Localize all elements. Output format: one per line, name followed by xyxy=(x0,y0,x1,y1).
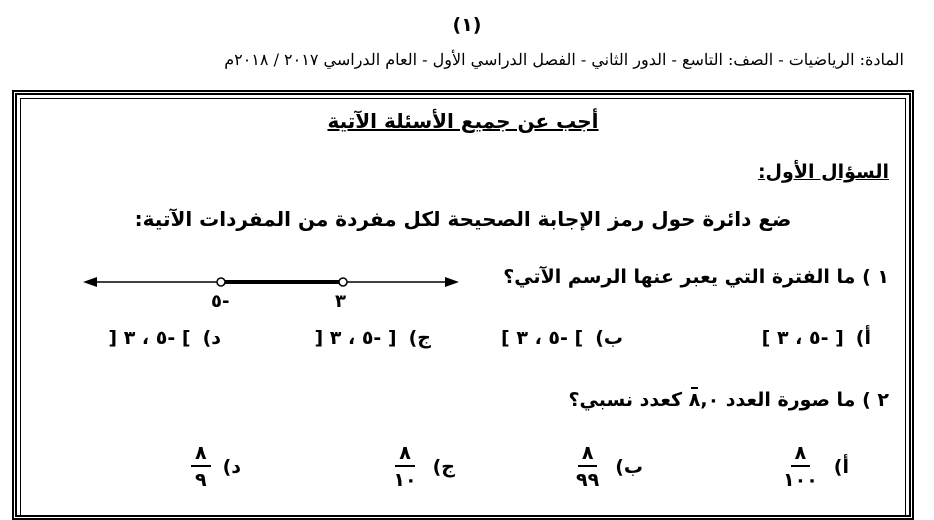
exam-inner-frame xyxy=(20,98,906,515)
fraction-denominator: ١٠٠ xyxy=(783,469,818,491)
exam-frame xyxy=(12,90,914,520)
number-line-left-endpoint xyxy=(217,278,225,286)
choice-letter: ب) xyxy=(615,456,643,478)
choice-value: [ -٥ ، ٣ ] xyxy=(761,327,844,349)
repeat-bar xyxy=(691,387,699,389)
item1-choice-d[interactable] xyxy=(108,327,221,349)
item2-question xyxy=(569,389,889,411)
choice-letter: د) xyxy=(202,327,221,349)
choice-letter: أ) xyxy=(833,456,849,478)
item2-number-int: ٠, xyxy=(700,389,720,411)
choice-value: ] -٥ ، ٣ [ xyxy=(108,327,191,349)
choice-value: ] -٥ ، ٣ ] xyxy=(501,327,584,349)
item2-number-repeat xyxy=(689,389,701,411)
fraction-numerator: ٨ xyxy=(395,441,415,467)
number-line-left-label: ٥- xyxy=(211,291,230,312)
page-title-text: أجب عن جميع الأسئلة الآتية xyxy=(327,109,599,133)
item2-choice-b[interactable] xyxy=(572,441,643,493)
fraction-denominator: ٩٩ xyxy=(576,469,600,491)
fraction xyxy=(779,441,822,493)
number-line-left-arrow xyxy=(83,277,97,287)
page-number: (١) xyxy=(452,14,482,36)
item2-text-before: ما صورة العدد xyxy=(725,389,856,411)
number-line xyxy=(81,267,461,297)
item1-choice-a[interactable] xyxy=(762,327,871,349)
number-line-right-arrow xyxy=(445,277,459,287)
number-line-right-endpoint xyxy=(339,278,347,286)
item1-choice-c[interactable] xyxy=(314,327,431,349)
fraction xyxy=(191,441,211,493)
item1-question xyxy=(503,266,889,288)
item1-choice-b[interactable] xyxy=(501,327,623,349)
fraction xyxy=(572,441,603,493)
choice-letter: ب) xyxy=(595,327,623,349)
item2-repeating-decimal xyxy=(689,389,719,411)
question-heading: السؤال الأول: xyxy=(757,161,889,183)
exam-info-line: المادة: الرياضيات - الصف: التاسع - الدور الثاني - الفصل الدراسي الأول - العام الدراسي ٢٠١٧ / ٢٠١٨م xyxy=(224,50,904,69)
item1-number: ١ ) xyxy=(862,266,889,288)
item2-text-after: كعدد نسبي؟ xyxy=(568,389,683,411)
page-title xyxy=(21,109,905,133)
item2-choice-c[interactable] xyxy=(389,441,455,493)
item2-number: ٢ ) xyxy=(862,389,889,411)
item2-choice-d[interactable] xyxy=(191,441,241,493)
choice-letter: ج) xyxy=(408,327,431,349)
fraction-numerator: ٨ xyxy=(791,441,811,467)
choice-value: [ -٥ ، ٣ [ xyxy=(314,327,397,349)
instruction-text: ضع دائرة حول رمز الإجابة الصحيحة لكل مفردة من المفردات الآتية: xyxy=(134,207,792,231)
number-line-right-label: ٣ xyxy=(335,291,346,312)
item1-text: ما الفترة التي يعبر عنها الرسم الآتي؟ xyxy=(503,266,856,288)
fraction-denominator: ٩ xyxy=(194,469,207,491)
fraction-numerator: ٨ xyxy=(578,441,598,467)
choice-letter: أ) xyxy=(855,327,871,349)
choice-letter: د) xyxy=(222,456,241,478)
fraction xyxy=(389,441,420,493)
item2-choice-a[interactable] xyxy=(779,441,849,493)
fraction-numerator: ٨ xyxy=(191,441,211,467)
choice-letter: ج) xyxy=(432,456,455,478)
item2-number-rep: ٨ xyxy=(688,389,701,411)
fraction-denominator: ١٠ xyxy=(393,469,417,491)
